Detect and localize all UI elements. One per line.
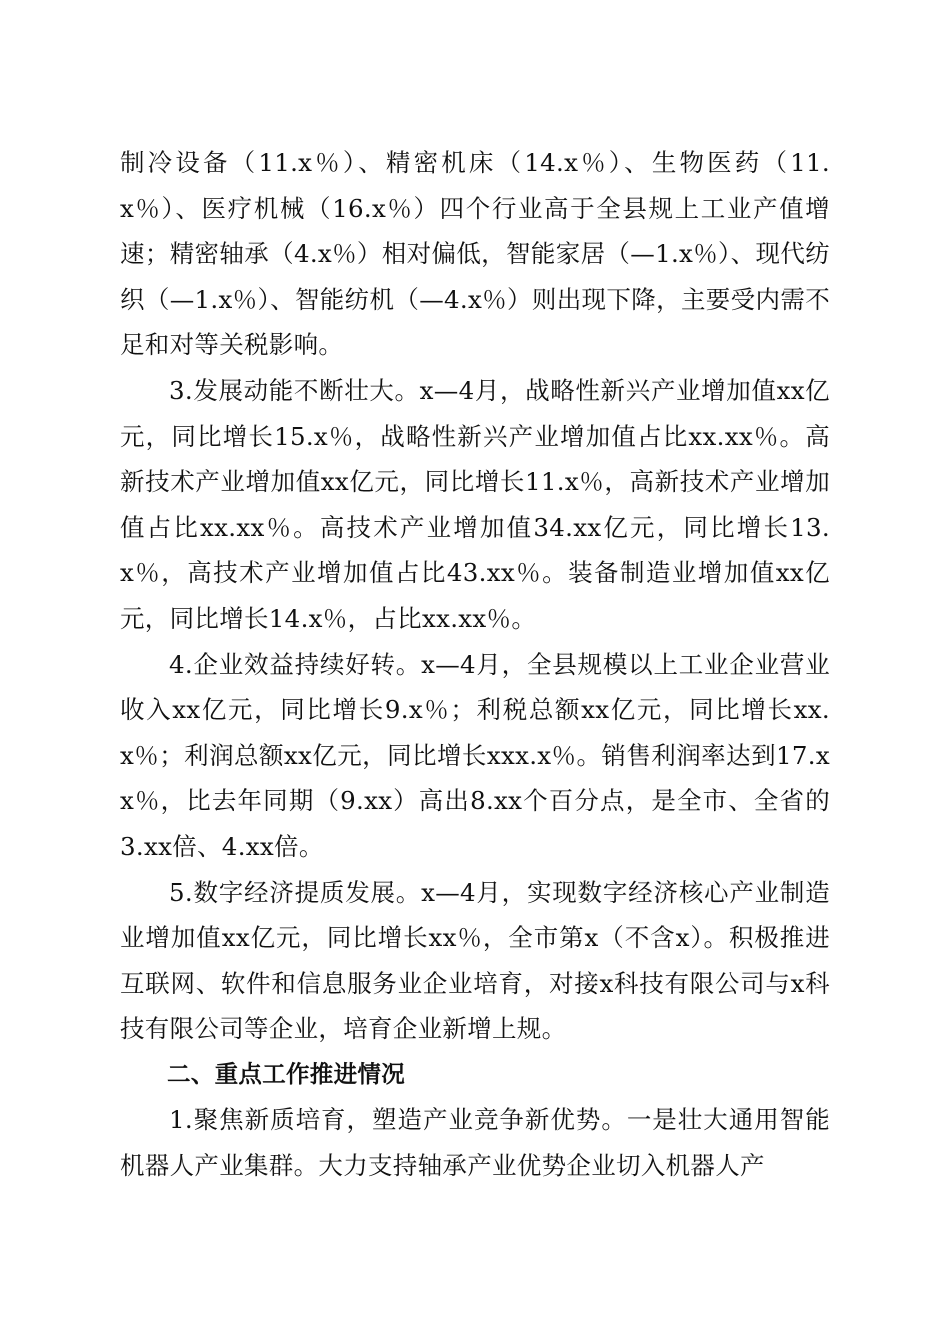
paragraph-digital-economy: 5.数字经济提质发展。x—4月，实现数字经济核心产业制造业增加值xx亿元，同比增长xx％，全市第x（不含x）。积极推进互联网、软件和信息服务业企业培育，对接x科技有限公司与x科技有限公司等企业，培育企业新增上规。: [120, 877, 830, 1044]
paragraph-industry-growth: 制冷设备（11.x％）、精密机床（14.x％）、生物医药（11.x％）、医疗机械（16.x％）四个行业高于全县规上工业产值增速；精密轴承（4.x％）相对偏低，智能家居（—1.x％）、现代纺织（—1.x％）、智能纺机（—4.x％）则出现下降，主要受内需不足和对等关税影响。: [120, 148, 830, 360]
paragraph-development-momentum: 3.发展动能不断壮大。x—4月，战略性新兴产业增加值xx亿元，同比增长15.x％，战略性新兴产业增加值占比xx.xx％。高新技术产业增加值xx亿元，同比增长11.x％，高新技术产业增加值占比xx.xx％。高技术产业增加值34.xx亿元，同比增长13.x％，高技术产业增加值占比43.xx％。装备制造业增加值xx亿元，同比增长14.x％，占比xx.xx％。: [120, 375, 830, 633]
paragraph-new-quality: 1.聚焦新质培育，塑造产业竞争新优势。一是壮大通用智能机器人产业集群。大力支持轴承产业优势企业切入机器人产: [120, 1105, 830, 1181]
paragraph-enterprise-benefits: 4.企业效益持续好转。x—4月，全县规模以上工业企业营业收入xx亿元，同比增长9.x％；利税总额xx亿元，同比增长xx.x％；利润总额xx亿元，同比增长xxx.x％。销售利润率达到17.xx％，比去年同期（9.xx）高出8.xx个百分点，是全市、全省的3.xx倍、4.xx倍。: [120, 649, 830, 861]
document-body: [120, 140, 830, 1189]
section-heading: 二、重点工作推进情况: [167, 1059, 405, 1088]
